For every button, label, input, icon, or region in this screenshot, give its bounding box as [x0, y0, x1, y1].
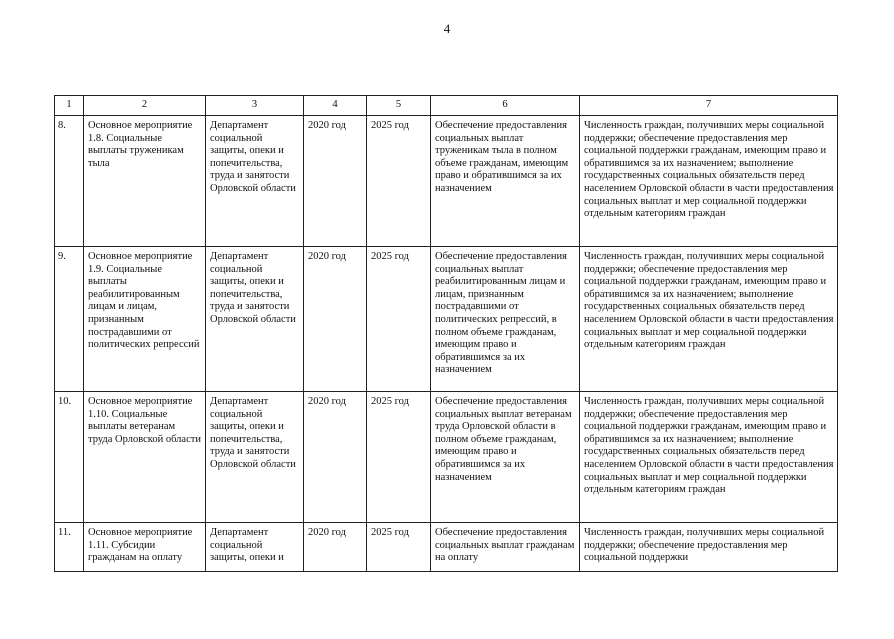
header-cell-3: 3 — [206, 96, 304, 116]
end-year: 2025 год — [367, 392, 431, 523]
table-row — [55, 392, 838, 523]
measure-name: Основное мероприятие 1.9. Социальные выплаты реабилитированным лицам и лицам, признанным пострадавшими от политических репрессий — [84, 247, 206, 392]
expected-result: Обеспечение предоставления социальных выплат труженикам тыла в полном объеме гражданам, имеющим право и обратившимся за их назначением — [431, 116, 580, 247]
expected-result: Обеспечение предоставления социальных выплат реабилитированным лицам и лицам, признанным пострадавшими от политических репрессий, в полном объеме гражданам, имеющим право и обратившимся за их назначением — [431, 247, 580, 392]
header-cell-7: 7 — [580, 96, 838, 116]
end-year: 2025 год — [367, 523, 431, 572]
measure-name: Основное мероприятие 1.8. Социальные выплаты труженикам тыла — [84, 116, 206, 247]
header-cell-2: 2 — [84, 96, 206, 116]
measure-name: Основное мероприятие 1.11. Субсидии гражданам на оплату — [84, 523, 206, 572]
start-year: 2020 год — [304, 523, 367, 572]
executor: Департамент социальной защиты, опеки и — [206, 523, 304, 572]
indicator: Численность граждан, получивших меры социальной поддержки; обеспечение предоставления мер социальной поддержки гражданам, имеющим право и обратившимся за их назначением; выполнение государственных социальных обязательств перед населением Орловской области в части предоставления социальных выплат и мер социальной поддержки отдельным категориям граждан — [580, 247, 838, 392]
row-number: 8. — [55, 116, 84, 247]
expected-result: Обеспечение предоставления социальных выплат гражданам на оплату — [431, 523, 580, 572]
start-year: 2020 год — [304, 247, 367, 392]
table-row — [55, 116, 838, 247]
page-number: 4 — [443, 21, 451, 36]
start-year: 2020 год — [304, 116, 367, 247]
start-year: 2020 год — [304, 392, 367, 523]
header-cell-4: 4 — [304, 96, 367, 116]
executor: Департамент социальной защиты, опеки и попечительства, труда и занятости Орловской области — [206, 392, 304, 523]
header-cell-5: 5 — [367, 96, 431, 116]
header-row — [55, 96, 838, 116]
row-number: 11. — [55, 523, 84, 572]
measures-table — [54, 95, 838, 572]
table-row — [55, 523, 838, 572]
indicator: Численность граждан, получивших меры социальной поддержки; обеспечение предоставления мер социальной поддержки — [580, 523, 838, 572]
row-number: 9. — [55, 247, 84, 392]
end-year: 2025 год — [367, 116, 431, 247]
header-cell-1: 1 — [55, 96, 84, 116]
indicator: Численность граждан, получивших меры социальной поддержки; обеспечение предоставления мер социальной поддержки гражданам, имеющим право и обратившимся за их назначением; выполнение государственных социальных обязательств перед населением Орловской области в части предоставления социальных выплат и мер социальной поддержки отдельным категориям граждан — [580, 116, 838, 247]
executor: Департамент социальной защиты, опеки и попечительства, труда и занятости Орловской области — [206, 116, 304, 247]
row-number: 10. — [55, 392, 84, 523]
indicator: Численность граждан, получивших меры социальной поддержки; обеспечение предоставления мер социальной поддержки гражданам, имеющим право и обратившимся за их назначением; выполнение государственных социальных обязательств перед населением Орловской области в части предоставления социальных выплат и мер социальной поддержки отдельным категориям граждан — [580, 392, 838, 523]
measure-name: Основное мероприятие 1.10. Социальные выплаты ветеранам труда Орловской области — [84, 392, 206, 523]
header-cell-6: 6 — [431, 96, 580, 116]
executor: Департамент социальной защиты, опеки и попечительства, труда и занятости Орловской области — [206, 247, 304, 392]
end-year: 2025 год — [367, 247, 431, 392]
expected-result: Обеспечение предоставления социальных выплат ветеранам труда Орловской области в полном объеме гражданам, имеющим право и обратившимся за их назначением — [431, 392, 580, 523]
table-row — [55, 247, 838, 392]
